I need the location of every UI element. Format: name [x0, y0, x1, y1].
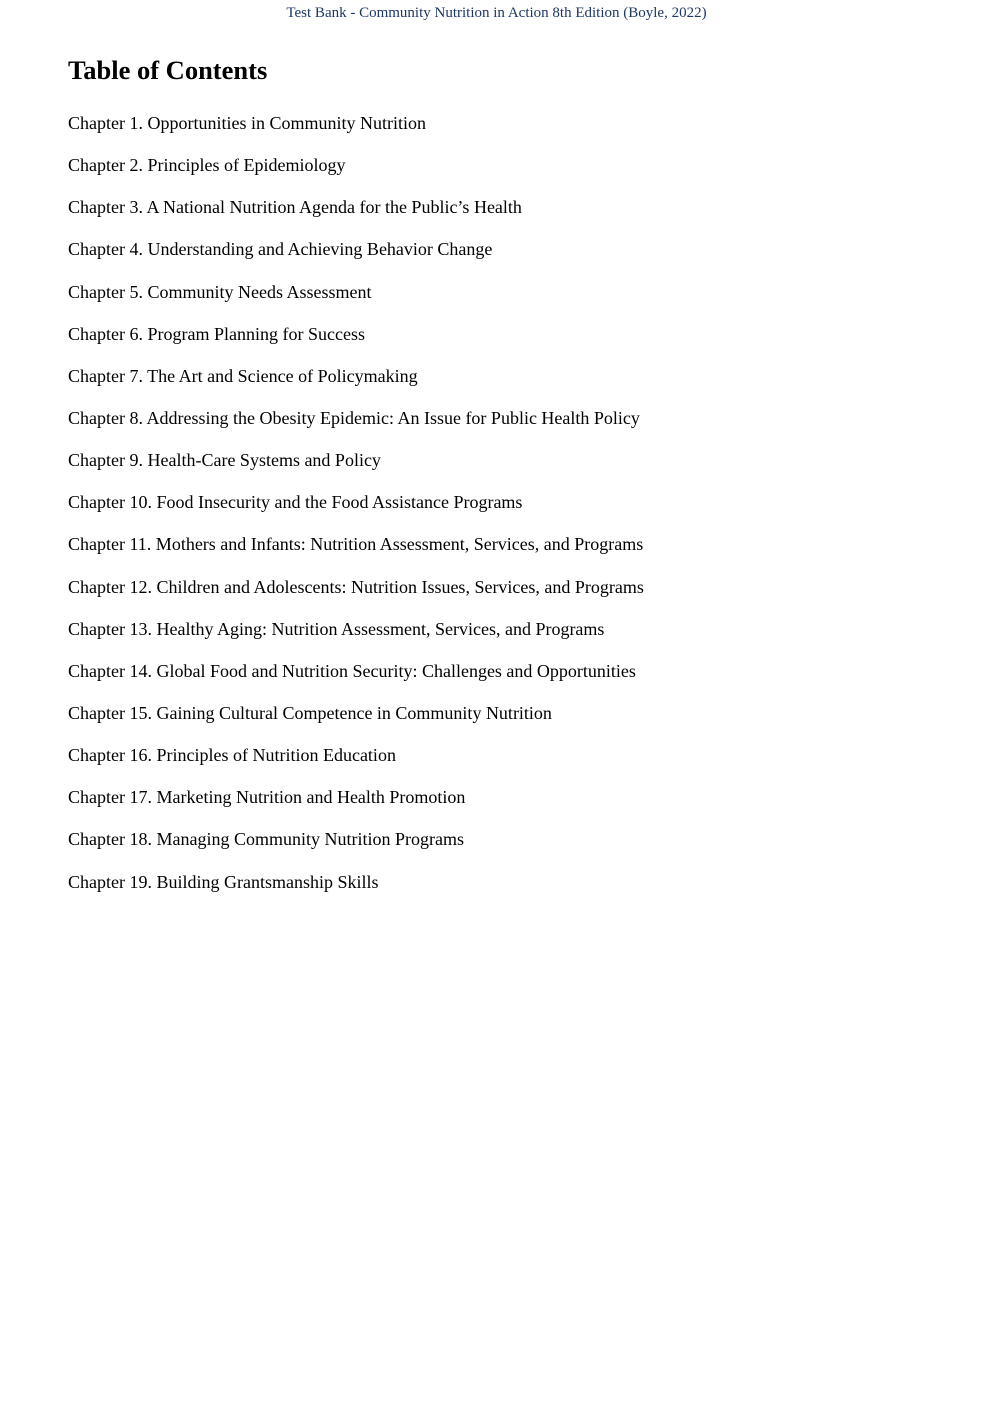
- toc-chapter-9: Chapter 9. Health-Care Systems and Policy: [68, 450, 381, 471]
- toc-chapter-11: Chapter 11. Mothers and Infants: Nutrition Assessment, Services, and Programs: [68, 534, 644, 555]
- toc-chapter-5: Chapter 5. Community Needs Assessment: [68, 281, 372, 302]
- toc-chapter-16: Chapter 16. Principles of Nutrition Education: [68, 745, 396, 766]
- toc-chapter-12: Chapter 12. Children and Adolescents: Nutrition Issues, Services, and Programs: [68, 576, 644, 597]
- toc-chapter-15: Chapter 15. Gaining Cultural Competence in Community Nutrition: [68, 702, 552, 723]
- toc-chapter-3: Chapter 3. A National Nutrition Agenda for the Public’s Health: [68, 197, 522, 218]
- toc-chapter-19: Chapter 19. Building Grantsmanship Skills: [68, 871, 379, 892]
- toc-chapter-18: Chapter 18. Managing Community Nutrition Programs: [68, 829, 464, 850]
- running-header: Test Bank - Community Nutrition in Action 8th Edition (Boyle, 2022): [286, 5, 707, 21]
- toc-chapter-6: Chapter 6. Program Planning for Success: [68, 323, 365, 344]
- page-title: Table of Contents: [68, 55, 268, 85]
- toc-chapter-8: Chapter 8. Addressing the Obesity Epidemic: An Issue for Public Health Policy: [68, 407, 640, 428]
- toc-chapter-17: Chapter 17. Marketing Nutrition and Health Promotion: [68, 787, 466, 808]
- toc-chapter-1: Chapter 1. Opportunities in Community Nutrition: [68, 113, 426, 133]
- toc-chapter-2: Chapter 2. Principles of Epidemiology: [68, 155, 346, 176]
- toc-chapter-14: Chapter 14. Global Food and Nutrition Security: Challenges and Opportunities: [68, 660, 636, 681]
- toc-chapter-7: Chapter 7. The Art and Science of Policymaking: [68, 365, 418, 386]
- toc-chapter-4: Chapter 4. Understanding and Achieving Behavior Change: [68, 239, 493, 260]
- table-of-contents: [68, 111, 644, 912]
- toc-chapter-13: Chapter 13. Healthy Aging: Nutrition Assessment, Services, and Programs: [68, 618, 605, 639]
- toc-chapter-10: Chapter 10. Food Insecurity and the Food Assistance Programs: [68, 492, 523, 513]
